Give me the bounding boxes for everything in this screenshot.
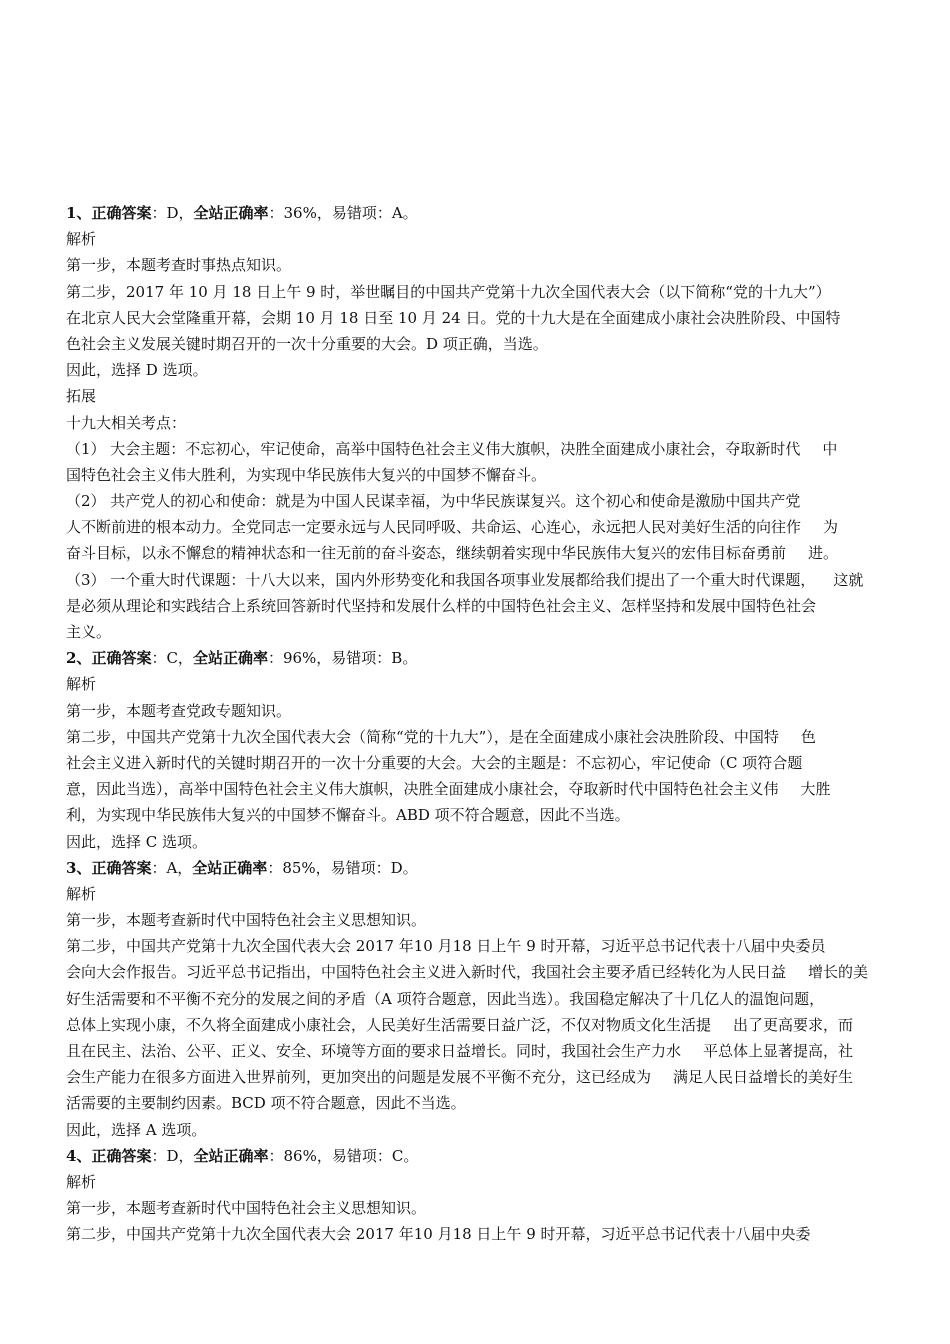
- q1-rate-label: 全站正确率: [193, 204, 269, 222]
- q1-ext1-line1-text: （1） 大会主题：不忘初心，牢记使命，高举中国特色社会主义伟大旗帜，决胜全面建成小康社会，夺取新时代: [66, 439, 801, 458]
- q3-answer: ：A，: [151, 858, 193, 877]
- q3-step2-line5-text: 且在民主、法治、公平、正义、安全、环境等方面的要求日益增长。同时，我国社会生产力水: [66, 1042, 682, 1060]
- q2-step2-line2: 社会主义进入新时代的关键时期召开的一次十分重要的大会。大会的主题是：不忘初心，牢记使命（C 项符合题: [66, 753, 803, 772]
- q3-step2-line3: 好生活需要和不平衡不充分的发展之间的矛盾（A 项符合题意，因此当选）。我国稳定解决了十几亿人的温饱问题，: [66, 989, 825, 1008]
- q3-answer-header: [66, 855, 890, 881]
- q2-answer-label: 正确答案: [91, 649, 152, 668]
- q1-ext3-line1: [66, 567, 890, 593]
- q4-answer-header: [66, 1143, 890, 1169]
- q1-step2-line1: 第二步，2017 年 10 月 18 日上午 9 时，举世瞩目的中国共产党第十九次全国代表大会（以下简称“党的十九大”）: [66, 282, 831, 301]
- q3-answer-label: 正确答案: [91, 858, 152, 877]
- q4-answer-label: 正确答案: [91, 1146, 152, 1165]
- q3-step2-line5-tail: 平总体上显著提高，社: [703, 1042, 854, 1060]
- q3-step2-line2: [66, 959, 890, 985]
- q3-step2-line2-tail: 增长的美: [808, 963, 869, 982]
- q3-step2-line4: [66, 1012, 890, 1038]
- q3-step2-line6-text: 会生产能力在很多方面进入世界前列，更加突出的问题是发展不平衡不充分，这已经成为: [66, 1068, 652, 1087]
- q1-answer-label: 正确答案: [91, 204, 152, 222]
- q2-answer: ：C，: [151, 649, 193, 668]
- q1-step1: 第一步，本题考查时事热点知识。: [66, 256, 292, 275]
- q2-step2-line1: [66, 724, 890, 750]
- q1-extension-heading: 拓展: [66, 387, 97, 406]
- q1-extension-title: 十九大相关考点：: [66, 413, 187, 432]
- q1-ext2-line3-tail: 进。: [808, 544, 839, 563]
- q2-number: 2、: [66, 649, 92, 668]
- q2-step1: 第一步，本题考查党政专题知识。: [66, 701, 292, 720]
- q1-ext3-line1-text: （3） 一个重大时代课题：十八大以来，国内外形势变化和我国各项事业发展都给我们提出了一个重大时代课题，: [66, 570, 816, 589]
- q3-rate-label: 全站正确率: [192, 858, 268, 877]
- q1-ext2-line3-text: 奋斗目标，以永不懈怠的精神状态和一往无前的奋斗姿态，继续朝着实现中华民族伟大复兴的宏伟目标奋勇前: [66, 544, 787, 563]
- q3-number: 3、: [66, 858, 92, 877]
- q4-step2-line1: 第二步，中国共产党第十九次全国代表大会 2017 年10 月18 日上午 9 时开幕，习近平总书记代表十八届中央委: [66, 1225, 811, 1244]
- q2-step2-line3-tail: 大胜: [800, 780, 831, 799]
- q2-conclusion: 因此，选择 C 选项。: [66, 832, 208, 851]
- q4-analysis-heading: 解析: [66, 1172, 97, 1191]
- q3-analysis-heading: 解析: [66, 884, 97, 903]
- q2-step2-line3: [66, 776, 890, 802]
- q3-step2-line4-text: 总体上实现小康，不久将全面建成小康社会，人民美好生活需要日益广泛，不仅对物质文化生活提: [66, 1015, 712, 1034]
- q1-ext1-line1-tail: 中: [822, 439, 838, 458]
- q4-rate-label: 全站正确率: [193, 1146, 269, 1165]
- q1-step2-line2: 在北京人民大会堂隆重开幕，会期 10 月 18 日至 10 月 24 日。党的十九大是在全面建成小康社会决胜阶段、中国特: [66, 308, 841, 327]
- q4-number: 4、: [66, 1146, 92, 1165]
- q1-ext2-line3: [66, 540, 890, 566]
- q1-rate: ：36%，易错项：A。: [268, 204, 418, 222]
- q1-answer-header: [66, 200, 890, 226]
- q1-analysis-heading: 解析: [66, 230, 97, 249]
- q2-step2-line4: 利，为实现中华民族伟大复兴的中国梦不懈奋斗。ABD 项不符合题意，因此不当选。: [66, 806, 630, 825]
- q1-step2-line3: 色社会主义发展关键时期召开的一次十分重要的大会。D 项正确，当选。: [66, 334, 548, 353]
- q1-ext2-line2-tail: 为: [823, 518, 839, 537]
- q4-rate: ：86%，易错项：C。: [268, 1146, 419, 1165]
- q2-analysis-heading: 解析: [66, 675, 97, 694]
- q4-step1: 第一步，本题考查新时代中国特色社会主义思想知识。: [66, 1199, 427, 1218]
- q3-step2-line7: 活需要的主要制约因素。BCD 项不符合题意，因此不当选。: [66, 1094, 466, 1113]
- q1-ext3-line1-tail: 这就: [833, 570, 864, 589]
- q1-ext3-line2: 是必须从理论和实践结合上系统回答新时代坚持和发展什么样的中国特色社会主义、怎样坚持和发展中国特色社会: [66, 596, 817, 615]
- q1-ext1-line2: 国特色社会主义伟大胜利，为实现中华民族伟大复兴的中国梦不懈奋斗。: [66, 465, 547, 484]
- q4-answer: ：D，: [151, 1146, 194, 1165]
- q1-answer: ：D，: [151, 204, 194, 222]
- q3-conclusion: 因此，选择 A 选项。: [66, 1120, 207, 1139]
- q2-step2-line1-tail: 色: [800, 727, 816, 746]
- q2-step2-line3-text: 意，因此当选），高举中国特色社会主义伟大旗帜，决胜全面建成小康社会，夺取新时代中国特色社会主义伟: [66, 780, 779, 799]
- q3-step2-line4-tail: 出了更高要求，而: [733, 1015, 854, 1034]
- q3-step2-line6: [66, 1064, 890, 1090]
- q3-step2-line5: [66, 1038, 890, 1064]
- q1-ext2-line2: [66, 514, 890, 540]
- q3-step2-line1: 第二步，中国共产党第十九次全国代表大会 2017 年10 月18 日上午 9 时开幕，习近平总书记代表十八届中央委员: [66, 937, 826, 956]
- q3-step2-line2-text: 会向大会作报告。习近平总书记指出，中国特色社会主义进入新时代，我国社会主要矛盾已经转化为人民日益: [66, 963, 787, 982]
- q3-step2-line6-tail: 满足人民日益增长的美好生: [673, 1068, 854, 1087]
- q2-rate: ：96%，易错项：B。: [267, 649, 418, 668]
- q1-conclusion: 因此，选择 D 选项。: [66, 361, 208, 380]
- q1-number: 1、: [66, 204, 92, 222]
- q3-step1: 第一步，本题考查新时代中国特色社会主义思想知识。: [66, 911, 427, 930]
- q2-rate-label: 全站正确率: [192, 649, 268, 668]
- q1-ext2-line1: （2） 共产党人的初心和使命：就是为中国人民谋幸福，为中华民族谋复兴。这个初心和使命是激励中国共产党: [66, 492, 801, 511]
- q2-answer-header: [66, 645, 890, 671]
- q1-ext1-line1: [66, 436, 890, 462]
- document-page: [66, 200, 890, 1248]
- q3-rate: ：85%，易错项：D。: [267, 858, 418, 877]
- q2-step2-line1-text: 第二步，中国共产党第十九次全国代表大会（简称“党的十九大”），是在全面建成小康社会决胜阶段、中国特: [66, 727, 779, 746]
- q1-ext2-line2-text: 人不断前进的根本动力。全党同志一定要永远与人民同呼吸、共命运、心连心，永远把人民对美好生活的向往作: [66, 518, 802, 537]
- q1-ext3-line3: 主义。: [66, 623, 112, 641]
